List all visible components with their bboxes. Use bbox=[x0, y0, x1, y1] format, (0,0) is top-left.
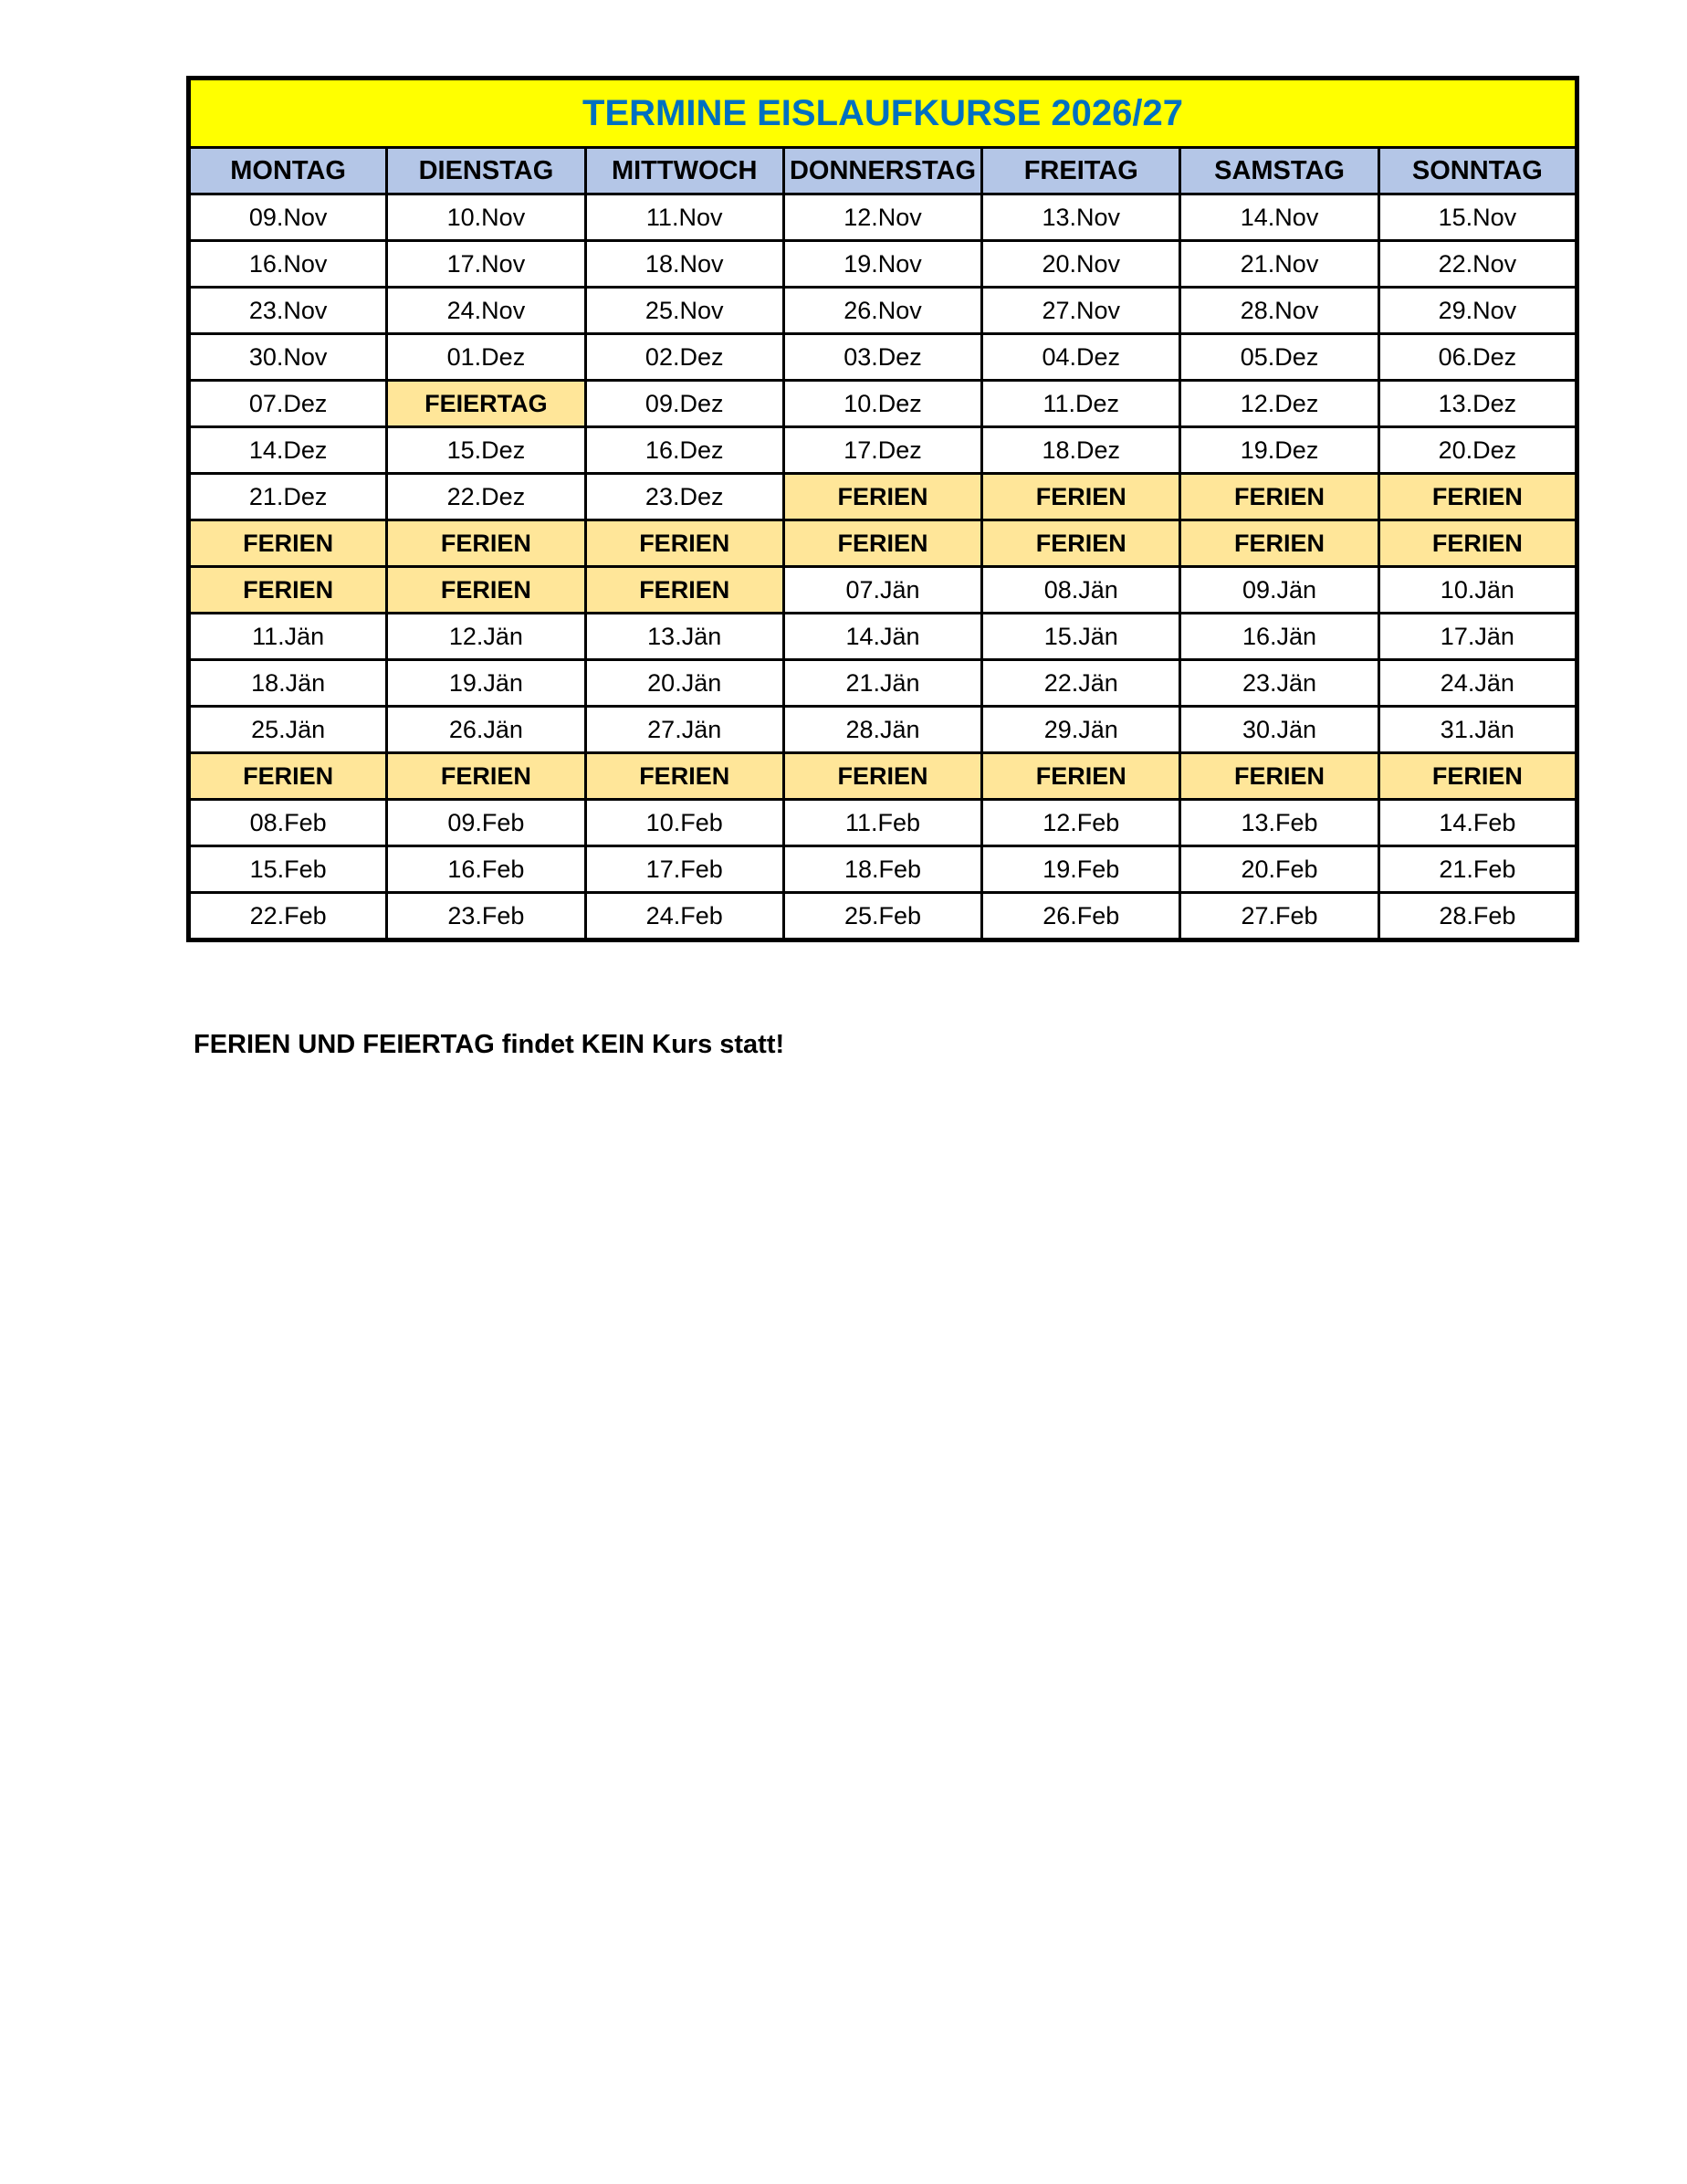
table-row bbox=[189, 194, 1577, 241]
table-row bbox=[189, 800, 1577, 846]
holiday-cell: FERIEN bbox=[387, 567, 585, 614]
holiday-cell: FERIEN bbox=[585, 520, 783, 567]
date-cell: 14.Feb bbox=[1378, 800, 1577, 846]
date-cell: 16.Nov bbox=[189, 241, 387, 288]
date-cell: 22.Jän bbox=[982, 660, 1180, 707]
date-cell: 16.Dez bbox=[585, 427, 783, 474]
holiday-cell: FERIEN bbox=[783, 753, 981, 800]
schedule-sheet bbox=[186, 76, 1579, 942]
date-cell: 15.Dez bbox=[387, 427, 585, 474]
date-cell: 28.Feb bbox=[1378, 893, 1577, 940]
date-cell: 06.Dez bbox=[1378, 334, 1577, 381]
date-cell: 10.Jän bbox=[1378, 567, 1577, 614]
date-cell: 23.Dez bbox=[585, 474, 783, 520]
date-cell: 22.Nov bbox=[1378, 241, 1577, 288]
date-cell: 24.Nov bbox=[387, 288, 585, 334]
table-row bbox=[189, 520, 1577, 567]
date-cell: 20.Nov bbox=[982, 241, 1180, 288]
date-cell: 07.Jän bbox=[783, 567, 981, 614]
date-cell: 28.Nov bbox=[1180, 288, 1378, 334]
date-cell: 11.Jän bbox=[189, 614, 387, 660]
holiday-cell: FERIEN bbox=[982, 474, 1180, 520]
date-cell: 05.Dez bbox=[1180, 334, 1378, 381]
weekday-header-row bbox=[189, 148, 1577, 194]
weekday-header-donnerstag: DONNERSTAG bbox=[783, 148, 981, 194]
holiday-cell: FERIEN bbox=[783, 474, 981, 520]
schedule-table bbox=[186, 76, 1579, 942]
date-cell: 14.Dez bbox=[189, 427, 387, 474]
weekday-header-samstag: SAMSTAG bbox=[1180, 148, 1378, 194]
date-cell: 20.Jän bbox=[585, 660, 783, 707]
date-cell: 13.Feb bbox=[1180, 800, 1378, 846]
holiday-cell: FERIEN bbox=[585, 753, 783, 800]
date-cell: 23.Nov bbox=[189, 288, 387, 334]
date-cell: 19.Nov bbox=[783, 241, 981, 288]
table-row bbox=[189, 334, 1577, 381]
weekday-header-montag: MONTAG bbox=[189, 148, 387, 194]
table-row bbox=[189, 846, 1577, 893]
holiday-cell: FERIEN bbox=[1180, 474, 1378, 520]
date-cell: 29.Jän bbox=[982, 707, 1180, 753]
holiday-cell: FERIEN bbox=[1378, 474, 1577, 520]
table-row bbox=[189, 474, 1577, 520]
date-cell: 29.Nov bbox=[1378, 288, 1577, 334]
date-cell: 14.Nov bbox=[1180, 194, 1378, 241]
date-cell: 09.Dez bbox=[585, 381, 783, 427]
table-row bbox=[189, 381, 1577, 427]
holiday-cell: FERIEN bbox=[982, 753, 1180, 800]
date-cell: 24.Feb bbox=[585, 893, 783, 940]
date-cell: 20.Dez bbox=[1378, 427, 1577, 474]
date-cell: 03.Dez bbox=[783, 334, 981, 381]
date-cell: 21.Nov bbox=[1180, 241, 1378, 288]
date-cell: 13.Jän bbox=[585, 614, 783, 660]
date-cell: 27.Nov bbox=[982, 288, 1180, 334]
weekday-header-dienstag: DIENSTAG bbox=[387, 148, 585, 194]
schedule-body bbox=[189, 194, 1577, 940]
date-cell: 19.Feb bbox=[982, 846, 1180, 893]
date-cell: 26.Nov bbox=[783, 288, 981, 334]
date-cell: 31.Jän bbox=[1378, 707, 1577, 753]
date-cell: 04.Dez bbox=[982, 334, 1180, 381]
table-row bbox=[189, 893, 1577, 940]
date-cell: 08.Jän bbox=[982, 567, 1180, 614]
holiday-cell: FERIEN bbox=[1180, 753, 1378, 800]
holiday-cell: FERIEN bbox=[585, 567, 783, 614]
date-cell: 09.Nov bbox=[189, 194, 387, 241]
table-row bbox=[189, 707, 1577, 753]
page-title: TERMINE EISLAUFKURSE 2026/27 bbox=[189, 79, 1577, 148]
date-cell: 30.Jän bbox=[1180, 707, 1378, 753]
date-cell: 12.Dez bbox=[1180, 381, 1378, 427]
date-cell: 12.Feb bbox=[982, 800, 1180, 846]
holiday-cell: FERIEN bbox=[1378, 520, 1577, 567]
date-cell: 17.Nov bbox=[387, 241, 585, 288]
date-cell: 23.Feb bbox=[387, 893, 585, 940]
date-cell: 11.Feb bbox=[783, 800, 981, 846]
date-cell: 15.Jän bbox=[982, 614, 1180, 660]
date-cell: 16.Jän bbox=[1180, 614, 1378, 660]
holiday-cell: FERIEN bbox=[1180, 520, 1378, 567]
date-cell: 21.Dez bbox=[189, 474, 387, 520]
date-cell: 10.Nov bbox=[387, 194, 585, 241]
date-cell: 11.Dez bbox=[982, 381, 1180, 427]
date-cell: 13.Nov bbox=[982, 194, 1180, 241]
date-cell: 26.Feb bbox=[982, 893, 1180, 940]
date-cell: 27.Jän bbox=[585, 707, 783, 753]
date-cell: 18.Feb bbox=[783, 846, 981, 893]
date-cell: 12.Jän bbox=[387, 614, 585, 660]
weekday-header-sonntag: SONNTAG bbox=[1378, 148, 1577, 194]
holiday-cell: FERIEN bbox=[189, 753, 387, 800]
footnote: FERIEN UND FEIERTAG findet KEIN Kurs statt! bbox=[194, 1030, 785, 1059]
date-cell: 25.Jän bbox=[189, 707, 387, 753]
date-cell: 15.Nov bbox=[1378, 194, 1577, 241]
date-cell: 22.Dez bbox=[387, 474, 585, 520]
table-row bbox=[189, 427, 1577, 474]
table-row bbox=[189, 753, 1577, 800]
date-cell: 27.Feb bbox=[1180, 893, 1378, 940]
title-row bbox=[189, 79, 1577, 148]
holiday-cell: FERIEN bbox=[189, 520, 387, 567]
date-cell: 02.Dez bbox=[585, 334, 783, 381]
date-cell: 17.Jän bbox=[1378, 614, 1577, 660]
table-row bbox=[189, 614, 1577, 660]
date-cell: 01.Dez bbox=[387, 334, 585, 381]
holiday-cell: FERIEN bbox=[387, 520, 585, 567]
date-cell: 08.Feb bbox=[189, 800, 387, 846]
table-row bbox=[189, 288, 1577, 334]
date-cell: 13.Dez bbox=[1378, 381, 1577, 427]
date-cell: 18.Dez bbox=[982, 427, 1180, 474]
table-row bbox=[189, 660, 1577, 707]
holiday-cell: FERIEN bbox=[387, 753, 585, 800]
date-cell: 16.Feb bbox=[387, 846, 585, 893]
date-cell: 17.Feb bbox=[585, 846, 783, 893]
date-cell: 20.Feb bbox=[1180, 846, 1378, 893]
date-cell: 14.Jän bbox=[783, 614, 981, 660]
date-cell: 18.Jän bbox=[189, 660, 387, 707]
date-cell: 21.Feb bbox=[1378, 846, 1577, 893]
weekday-header-mittwoch: MITTWOCH bbox=[585, 148, 783, 194]
date-cell: 10.Feb bbox=[585, 800, 783, 846]
date-cell: 21.Jän bbox=[783, 660, 981, 707]
date-cell: 12.Nov bbox=[783, 194, 981, 241]
public-holiday-cell: FEIERTAG bbox=[387, 381, 585, 427]
holiday-cell: FERIEN bbox=[189, 567, 387, 614]
table-row bbox=[189, 241, 1577, 288]
date-cell: 18.Nov bbox=[585, 241, 783, 288]
holiday-cell: FERIEN bbox=[783, 520, 981, 567]
date-cell: 19.Jän bbox=[387, 660, 585, 707]
date-cell: 26.Jän bbox=[387, 707, 585, 753]
date-cell: 28.Jän bbox=[783, 707, 981, 753]
date-cell: 15.Feb bbox=[189, 846, 387, 893]
date-cell: 23.Jän bbox=[1180, 660, 1378, 707]
date-cell: 25.Nov bbox=[585, 288, 783, 334]
date-cell: 07.Dez bbox=[189, 381, 387, 427]
table-row bbox=[189, 567, 1577, 614]
date-cell: 17.Dez bbox=[783, 427, 981, 474]
date-cell: 24.Jän bbox=[1378, 660, 1577, 707]
date-cell: 11.Nov bbox=[585, 194, 783, 241]
weekday-header-freitag: FREITAG bbox=[982, 148, 1180, 194]
date-cell: 19.Dez bbox=[1180, 427, 1378, 474]
holiday-cell: FERIEN bbox=[982, 520, 1180, 567]
holiday-cell: FERIEN bbox=[1378, 753, 1577, 800]
date-cell: 09.Jän bbox=[1180, 567, 1378, 614]
date-cell: 25.Feb bbox=[783, 893, 981, 940]
date-cell: 22.Feb bbox=[189, 893, 387, 940]
date-cell: 10.Dez bbox=[783, 381, 981, 427]
date-cell: 09.Feb bbox=[387, 800, 585, 846]
date-cell: 30.Nov bbox=[189, 334, 387, 381]
